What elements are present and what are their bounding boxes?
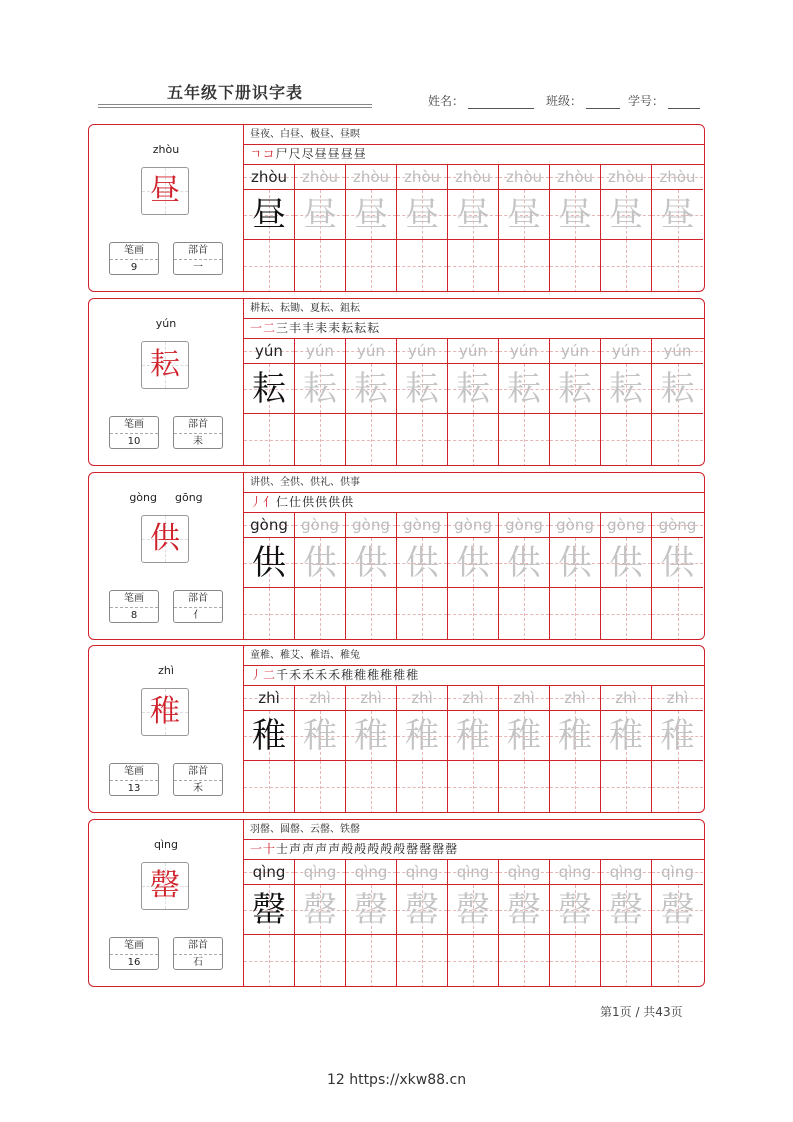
example-words: 羽罄、圆罄、云罄、铁罄 xyxy=(244,820,704,840)
stroke-count-value: 16 xyxy=(127,957,141,968)
pinyin-trace-cell[interactable]: gòng xyxy=(601,512,652,538)
stroke-count-value: 8 xyxy=(130,610,138,621)
stroke-step: 声 xyxy=(302,842,316,856)
character-trace-cell[interactable]: 昼 xyxy=(448,190,499,240)
character-trace-cell[interactable]: 稚 xyxy=(652,711,703,761)
character-card xyxy=(88,819,705,987)
class-field[interactable] xyxy=(546,92,620,109)
pinyin-model-cell[interactable]: yún xyxy=(244,338,295,364)
pinyin-trace-cell[interactable]: zhì xyxy=(499,685,550,711)
radical-label: 部首 xyxy=(174,764,222,781)
character-display: 昼 xyxy=(141,167,189,215)
example-words: 耕耘、耘锄、夏耘、鉏耘 xyxy=(244,299,704,319)
pinyin-trace-cell[interactable]: qìng xyxy=(397,859,448,885)
stroke-step: 一 xyxy=(250,321,264,335)
character-trace-cell[interactable]: 供 xyxy=(397,538,448,588)
pinyin-trace-cell[interactable]: zhòu xyxy=(499,164,550,190)
practice-blank-cell[interactable] xyxy=(448,588,499,640)
character-display: 稚 xyxy=(141,688,189,736)
pinyin-trace-cell[interactable]: zhì xyxy=(397,685,448,711)
character-card xyxy=(88,472,705,640)
pinyin-trace-cell[interactable]: yún xyxy=(499,338,550,364)
character-trace-cell[interactable]: 耘 xyxy=(397,364,448,414)
radical-box xyxy=(173,590,223,623)
practice-blank-cell[interactable] xyxy=(295,761,346,813)
stroke-step: 罄 xyxy=(419,842,433,856)
practice-blank-cell[interactable] xyxy=(550,761,601,813)
pinyin-trace-cell[interactable]: zhòu xyxy=(397,164,448,190)
name-label: 姓名： xyxy=(428,94,465,108)
character-card xyxy=(88,124,705,292)
name-field[interactable] xyxy=(428,92,534,109)
pinyin-trace-cell[interactable]: yún xyxy=(397,338,448,364)
character-trace-cell[interactable]: 罄 xyxy=(499,885,550,935)
practice-blank-cell[interactable] xyxy=(244,935,295,987)
practice-blank-cell[interactable] xyxy=(550,414,601,466)
stroke-step: ㄱ xyxy=(250,147,263,161)
stroke-step: 供 xyxy=(341,495,355,509)
stroke-order xyxy=(244,665,704,686)
stroke-order xyxy=(244,492,704,513)
practice-panel xyxy=(244,820,704,986)
practice-blank-cell[interactable] xyxy=(601,414,652,466)
pinyin-primary: gòng xyxy=(129,491,157,504)
character-trace-cell[interactable]: 耘 xyxy=(448,364,499,414)
pinyin-trace-cell[interactable]: qìng xyxy=(601,859,652,885)
character-trace-cell[interactable]: 供 xyxy=(601,538,652,588)
practice-blank-cell[interactable] xyxy=(652,761,703,813)
stroke-step: 禾 xyxy=(302,668,316,682)
stroke-step: 二 xyxy=(263,668,277,682)
practice-blank-cell[interactable] xyxy=(601,761,652,813)
stroke-order xyxy=(244,144,704,165)
character-info-panel xyxy=(89,473,244,639)
stroke-step: 殸 xyxy=(354,842,368,856)
stroke-step: 殸 xyxy=(367,842,381,856)
example-words: 昼夜、白昼、极昼、昼暝 xyxy=(244,125,704,145)
practice-blank-cell[interactable] xyxy=(601,588,652,640)
stroke-step: 耘 xyxy=(354,321,368,335)
practice-blank-cell[interactable] xyxy=(448,761,499,813)
character-model-cell[interactable]: 罄 xyxy=(244,885,295,935)
practice-blank-cell[interactable] xyxy=(244,414,295,466)
stroke-count-box xyxy=(109,937,159,970)
character-trace-cell[interactable]: 供 xyxy=(346,538,397,588)
character-trace-cell[interactable]: 耘 xyxy=(499,364,550,414)
character-trace-cell[interactable]: 昼 xyxy=(397,190,448,240)
stroke-count-label: 笔画 xyxy=(110,938,158,955)
pinyin-trace-cell[interactable]: zhì xyxy=(448,685,499,711)
practice-panel xyxy=(244,646,704,812)
practice-blank-cell[interactable] xyxy=(244,588,295,640)
pinyin-trace-cell[interactable]: yún xyxy=(601,338,652,364)
practice-blank-cell[interactable] xyxy=(499,935,550,987)
character-card xyxy=(88,645,705,813)
pinyin-trace-cell[interactable]: yún xyxy=(346,338,397,364)
practice-blank-cell[interactable] xyxy=(499,414,550,466)
practice-blank-cell[interactable] xyxy=(499,588,550,640)
pinyin-trace-cell[interactable]: gòng xyxy=(448,512,499,538)
radical-value: 亻 xyxy=(193,610,203,621)
stroke-step: 丿 xyxy=(250,495,264,509)
stroke-count-box xyxy=(109,590,159,623)
practice-blank-cell[interactable] xyxy=(346,588,397,640)
stroke-step: 声 xyxy=(328,842,342,856)
stroke-step: 亻 xyxy=(263,495,277,509)
practice-blank-cell[interactable] xyxy=(295,240,346,292)
stroke-step: 丰 xyxy=(302,321,316,335)
pinyin-model-cell[interactable]: zhì xyxy=(244,685,295,711)
character-display: 罄 xyxy=(141,862,189,910)
stroke-step: 丰 xyxy=(289,321,303,335)
practice-blank-cell[interactable] xyxy=(448,240,499,292)
stroke-step: 尺 xyxy=(288,147,302,161)
pinyin-trace-cell[interactable]: zhì xyxy=(652,685,703,711)
character-trace-cell[interactable]: 昼 xyxy=(499,190,550,240)
character-trace-cell[interactable]: 罄 xyxy=(346,885,397,935)
practice-blank-cell[interactable] xyxy=(601,935,652,987)
character-trace-cell[interactable]: 罄 xyxy=(448,885,499,935)
stroke-step: 稚 xyxy=(393,668,407,682)
pinyin-trace-cell[interactable]: qìng xyxy=(550,859,601,885)
character-trace-cell[interactable]: 稚 xyxy=(346,711,397,761)
radical-value: 石 xyxy=(193,957,203,968)
stroke-step: 稚 xyxy=(406,668,420,682)
character-trace-cell[interactable]: 昼 xyxy=(652,190,703,240)
character-trace-cell[interactable]: 供 xyxy=(448,538,499,588)
practice-blank-cell[interactable] xyxy=(295,935,346,987)
character-trace-cell[interactable]: 供 xyxy=(499,538,550,588)
practice-grid xyxy=(244,685,704,812)
page-footer: 12 https://xkw88.cn xyxy=(326,1072,467,1088)
stroke-count-value: 13 xyxy=(127,783,141,794)
character-trace-cell[interactable]: 罄 xyxy=(550,885,601,935)
stroke-step: 禾 xyxy=(289,668,303,682)
character-trace-cell[interactable]: 罄 xyxy=(601,885,652,935)
pinyin-trace-cell[interactable]: gòng xyxy=(346,512,397,538)
stroke-step: 仕 xyxy=(289,495,303,509)
practice-blank-cell[interactable] xyxy=(448,414,499,466)
class-blank[interactable] xyxy=(586,94,620,109)
page-number: 第1页 / 共43页 xyxy=(600,1005,683,1019)
practice-blank-cell[interactable] xyxy=(397,588,448,640)
stroke-step: 尽 xyxy=(301,147,315,161)
practice-blank-cell[interactable] xyxy=(295,588,346,640)
practice-blank-cell[interactable] xyxy=(346,414,397,466)
stroke-step: 殸 xyxy=(380,842,394,856)
practice-blank-cell[interactable] xyxy=(397,414,448,466)
student-id-label: 学号： xyxy=(628,94,665,108)
practice-blank-cell[interactable] xyxy=(244,761,295,813)
pinyin-trace-cell[interactable]: gòng xyxy=(295,512,346,538)
stroke-step: 供 xyxy=(315,495,329,509)
stroke-step: 丿 xyxy=(250,668,264,682)
practice-blank-cell[interactable] xyxy=(652,935,703,987)
stroke-step: 声 xyxy=(289,842,303,856)
stroke-step: 耘 xyxy=(341,321,355,335)
stroke-step: 声 xyxy=(315,842,329,856)
pinyin-label: yún xyxy=(155,317,177,330)
practice-blank-cell[interactable] xyxy=(550,935,601,987)
character-trace-cell[interactable]: 稚 xyxy=(550,711,601,761)
pinyin-secondary: gōng xyxy=(175,491,203,504)
stroke-count-value: 9 xyxy=(130,262,138,273)
character-trace-cell[interactable]: 供 xyxy=(652,538,703,588)
name-blank[interactable] xyxy=(468,94,534,109)
stroke-step: 稚 xyxy=(341,668,355,682)
character-trace-cell[interactable]: 耘 xyxy=(295,364,346,414)
stroke-step: 殸 xyxy=(341,842,355,856)
stroke-step: 仁 xyxy=(276,495,290,509)
stroke-step: 千 xyxy=(276,668,290,682)
pinyin-model-cell[interactable]: gòng xyxy=(244,512,295,538)
stroke-step: 一 xyxy=(250,842,264,856)
character-trace-cell[interactable]: 耘 xyxy=(550,364,601,414)
student-id-blank[interactable] xyxy=(668,94,700,109)
stroke-step: 耒 xyxy=(315,321,329,335)
character-trace-cell[interactable]: 供 xyxy=(550,538,601,588)
character-trace-cell[interactable]: 罄 xyxy=(652,885,703,935)
stroke-step: 三 xyxy=(276,321,290,335)
title-underline xyxy=(98,104,372,105)
pinyin-trace-cell[interactable]: gòng xyxy=(652,512,703,538)
example-words: 童稚、稚艾、稚语、稚兔 xyxy=(244,646,704,666)
pinyin-trace-cell[interactable]: zhòu xyxy=(346,164,397,190)
stroke-count-label: 笔画 xyxy=(110,243,158,260)
pinyin-trace-cell[interactable]: zhì xyxy=(346,685,397,711)
character-info-panel xyxy=(89,125,244,291)
stroke-step: 稚 xyxy=(354,668,368,682)
stroke-step: 耒 xyxy=(328,321,342,335)
stroke-count-box xyxy=(109,416,159,449)
practice-grid xyxy=(244,164,704,291)
pinyin-trace-cell[interactable]: qìng xyxy=(295,859,346,885)
stroke-step: 尸 xyxy=(275,147,289,161)
pinyin-trace-cell[interactable]: yún xyxy=(448,338,499,364)
practice-grid xyxy=(244,338,704,465)
character-trace-cell[interactable]: 昼 xyxy=(295,190,346,240)
pinyin-trace-cell[interactable]: qìng xyxy=(346,859,397,885)
student-id-field[interactable] xyxy=(628,92,700,109)
character-info-panel xyxy=(89,820,244,986)
pinyin-trace-cell[interactable]: qìng xyxy=(499,859,550,885)
title-underline-double xyxy=(98,107,372,108)
pinyin-trace-cell[interactable]: qìng xyxy=(448,859,499,885)
radical-value: 禾 xyxy=(193,783,203,794)
stroke-step: 二 xyxy=(263,321,277,335)
pinyin-label: qìng xyxy=(154,838,178,851)
character-trace-cell[interactable]: 供 xyxy=(295,538,346,588)
practice-blank-cell[interactable] xyxy=(499,240,550,292)
stroke-step: 稚 xyxy=(367,668,381,682)
character-trace-cell[interactable]: 昼 xyxy=(550,190,601,240)
practice-blank-cell[interactable] xyxy=(601,240,652,292)
radical-value: 耒 xyxy=(193,436,203,447)
character-trace-cell[interactable]: 稚 xyxy=(397,711,448,761)
character-model-cell[interactable]: 稚 xyxy=(244,711,295,761)
practice-blank-cell[interactable] xyxy=(550,588,601,640)
practice-blank-cell[interactable] xyxy=(397,935,448,987)
practice-blank-cell[interactable] xyxy=(550,240,601,292)
character-trace-cell[interactable]: 稚 xyxy=(601,711,652,761)
character-trace-cell[interactable]: 耘 xyxy=(652,364,703,414)
character-trace-cell[interactable]: 罄 xyxy=(397,885,448,935)
practice-blank-cell[interactable] xyxy=(652,240,703,292)
practice-grid xyxy=(244,512,704,639)
character-trace-cell[interactable]: 昼 xyxy=(601,190,652,240)
pinyin-trace-cell[interactable]: zhòu xyxy=(550,164,601,190)
stroke-step: 殸 xyxy=(393,842,407,856)
radical-box xyxy=(173,937,223,970)
pinyin-trace-cell[interactable]: qìng xyxy=(652,859,703,885)
stroke-count-label: 笔画 xyxy=(110,591,158,608)
character-trace-cell[interactable]: 昼 xyxy=(346,190,397,240)
radical-value: 一 xyxy=(193,262,203,273)
practice-blank-cell[interactable] xyxy=(397,761,448,813)
stroke-step: 昼 xyxy=(327,147,341,161)
practice-blank-cell[interactable] xyxy=(295,414,346,466)
stroke-count-label: 笔画 xyxy=(110,417,158,434)
character-info-panel xyxy=(89,646,244,812)
pinyin-trace-cell[interactable]: gòng xyxy=(397,512,448,538)
practice-blank-cell[interactable] xyxy=(652,414,703,466)
character-display: 供 xyxy=(141,515,189,563)
practice-blank-cell[interactable] xyxy=(346,935,397,987)
radical-label: 部首 xyxy=(174,417,222,434)
radical-label: 部首 xyxy=(174,591,222,608)
stroke-step: 昼 xyxy=(340,147,354,161)
practice-blank-cell[interactable] xyxy=(499,761,550,813)
practice-panel xyxy=(244,299,704,465)
practice-grid xyxy=(244,859,704,986)
stroke-step: 昼 xyxy=(353,147,367,161)
stroke-step: 十 xyxy=(263,842,277,856)
pinyin-model-cell[interactable]: qìng xyxy=(244,859,295,885)
practice-panel xyxy=(244,473,704,639)
character-display: 耘 xyxy=(141,341,189,389)
stroke-step: コ xyxy=(262,147,276,161)
character-card xyxy=(88,298,705,466)
pinyin-label xyxy=(89,491,243,504)
pinyin-label: zhòu xyxy=(152,143,180,156)
stroke-step: 昼 xyxy=(314,147,328,161)
practice-blank-cell[interactable] xyxy=(448,935,499,987)
pinyin-trace-cell[interactable]: zhì xyxy=(601,685,652,711)
character-trace-cell[interactable]: 耘 xyxy=(346,364,397,414)
pinyin-trace-cell[interactable]: zhòu xyxy=(601,164,652,190)
stroke-step: 稚 xyxy=(380,668,394,682)
character-model-cell[interactable]: 耘 xyxy=(244,364,295,414)
practice-blank-cell[interactable] xyxy=(244,240,295,292)
pinyin-trace-cell[interactable]: zhì xyxy=(550,685,601,711)
radical-box xyxy=(173,416,223,449)
page-title: 五年级下册识字表 xyxy=(166,83,303,102)
character-trace-cell[interactable]: 稚 xyxy=(295,711,346,761)
stroke-step: 罄 xyxy=(432,842,446,856)
character-trace-cell[interactable]: 稚 xyxy=(499,711,550,761)
stroke-step: 供 xyxy=(328,495,342,509)
practice-blank-cell[interactable] xyxy=(346,761,397,813)
radical-box xyxy=(173,763,223,796)
practice-panel xyxy=(244,125,704,291)
stroke-step: 士 xyxy=(276,842,290,856)
pinyin-label: zhì xyxy=(158,664,174,677)
pinyin-trace-cell[interactable]: zhòu xyxy=(448,164,499,190)
example-words: 讲供、全供、供礼、供事 xyxy=(244,473,704,493)
pinyin-trace-cell[interactable]: zhòu xyxy=(295,164,346,190)
radical-box xyxy=(173,242,223,275)
radical-label: 部首 xyxy=(174,938,222,955)
practice-blank-cell[interactable] xyxy=(652,588,703,640)
class-label: 班级： xyxy=(546,94,583,108)
pinyin-trace-cell[interactable]: gòng xyxy=(499,512,550,538)
character-trace-cell[interactable]: 稚 xyxy=(448,711,499,761)
stroke-step: 罄 xyxy=(406,842,420,856)
pinyin-trace-cell[interactable]: yún xyxy=(295,338,346,364)
pinyin-trace-cell[interactable]: zhòu xyxy=(652,164,703,190)
stroke-step: 禾 xyxy=(315,668,329,682)
character-model-cell[interactable]: 供 xyxy=(244,538,295,588)
stroke-order xyxy=(244,318,704,339)
stroke-count-box xyxy=(109,763,159,796)
practice-blank-cell[interactable] xyxy=(397,240,448,292)
character-model-cell[interactable]: 昼 xyxy=(244,190,295,240)
stroke-count-box xyxy=(109,242,159,275)
page-header xyxy=(0,0,793,120)
pinyin-trace-cell[interactable]: yún xyxy=(550,338,601,364)
pinyin-model-cell[interactable]: zhòu xyxy=(244,164,295,190)
pinyin-trace-cell[interactable]: zhì xyxy=(295,685,346,711)
stroke-step: 耘 xyxy=(367,321,381,335)
stroke-count-label: 笔画 xyxy=(110,764,158,781)
character-trace-cell[interactable]: 耘 xyxy=(601,364,652,414)
stroke-count-value: 10 xyxy=(127,436,141,447)
stroke-step: 罄 xyxy=(445,842,459,856)
radical-label: 部首 xyxy=(174,243,222,260)
stroke-step: 禾 xyxy=(328,668,342,682)
stroke-step: 供 xyxy=(302,495,316,509)
stroke-order xyxy=(244,839,704,860)
practice-blank-cell[interactable] xyxy=(346,240,397,292)
character-info-panel xyxy=(89,299,244,465)
character-trace-cell[interactable]: 罄 xyxy=(295,885,346,935)
pinyin-trace-cell[interactable]: yún xyxy=(652,338,703,364)
pinyin-trace-cell[interactable]: gòng xyxy=(550,512,601,538)
